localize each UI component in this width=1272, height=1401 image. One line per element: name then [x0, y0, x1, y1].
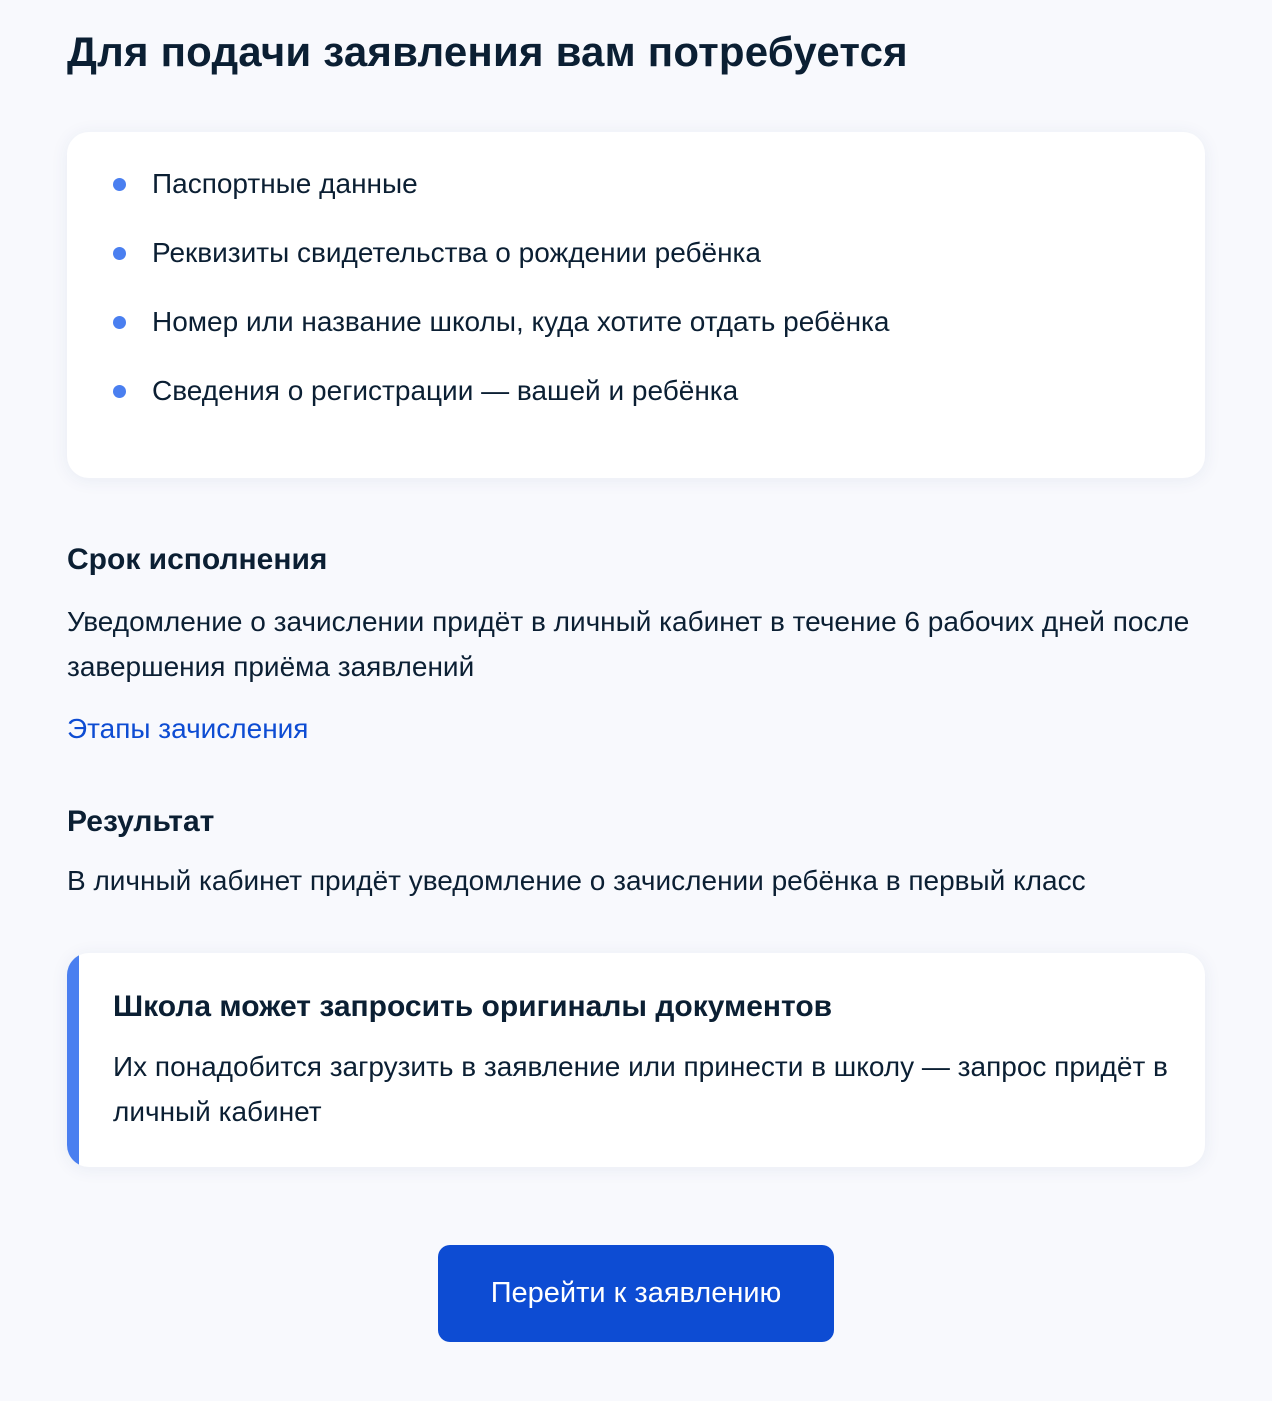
page-title: Для подачи заявления вам потребуется — [67, 28, 908, 75]
requirement-item — [113, 304, 890, 373]
requirement-item — [113, 166, 890, 235]
requirement-item — [113, 373, 890, 442]
requirement-text: Сведения о регистрации — вашей и ребёнка — [152, 375, 739, 406]
notice-title: Школа может запросить оригиналы документов — [113, 990, 833, 1023]
requirement-text: Паспортные данные — [152, 168, 418, 199]
notice-card — [67, 953, 1205, 1167]
requirement-text: Номер или название школы, куда хотите отдать ребёнка — [152, 306, 890, 337]
bullet-icon — [113, 385, 126, 398]
bullet-icon — [113, 247, 126, 260]
requirement-item — [113, 235, 890, 304]
notice-accent-bar — [67, 953, 79, 1167]
deadline-text: Уведомление о зачислении придёт в личный кабинет в течение 6 рабочих дней после завершения приёма заявлений — [67, 606, 1190, 682]
bullet-icon — [113, 178, 126, 191]
enrollment-stages-link[interactable]: Этапы зачисления — [67, 713, 309, 744]
deadline-title: Срок исполнения — [67, 543, 328, 576]
notice-text: Их понадобится загрузить в заявление или принести в школу — запрос придёт в личный кабинет — [113, 1051, 1168, 1127]
go-to-application-button[interactable]: Перейти к заявлению — [438, 1245, 834, 1342]
result-text: В личный кабинет придёт уведомление о зачислении ребёнка в первый класс — [67, 865, 1086, 896]
requirement-text: Реквизиты свидетельства о рождении ребёнка — [152, 237, 761, 268]
bullet-icon — [113, 316, 126, 329]
result-title: Результат — [67, 805, 215, 838]
requirements-list — [113, 166, 890, 442]
